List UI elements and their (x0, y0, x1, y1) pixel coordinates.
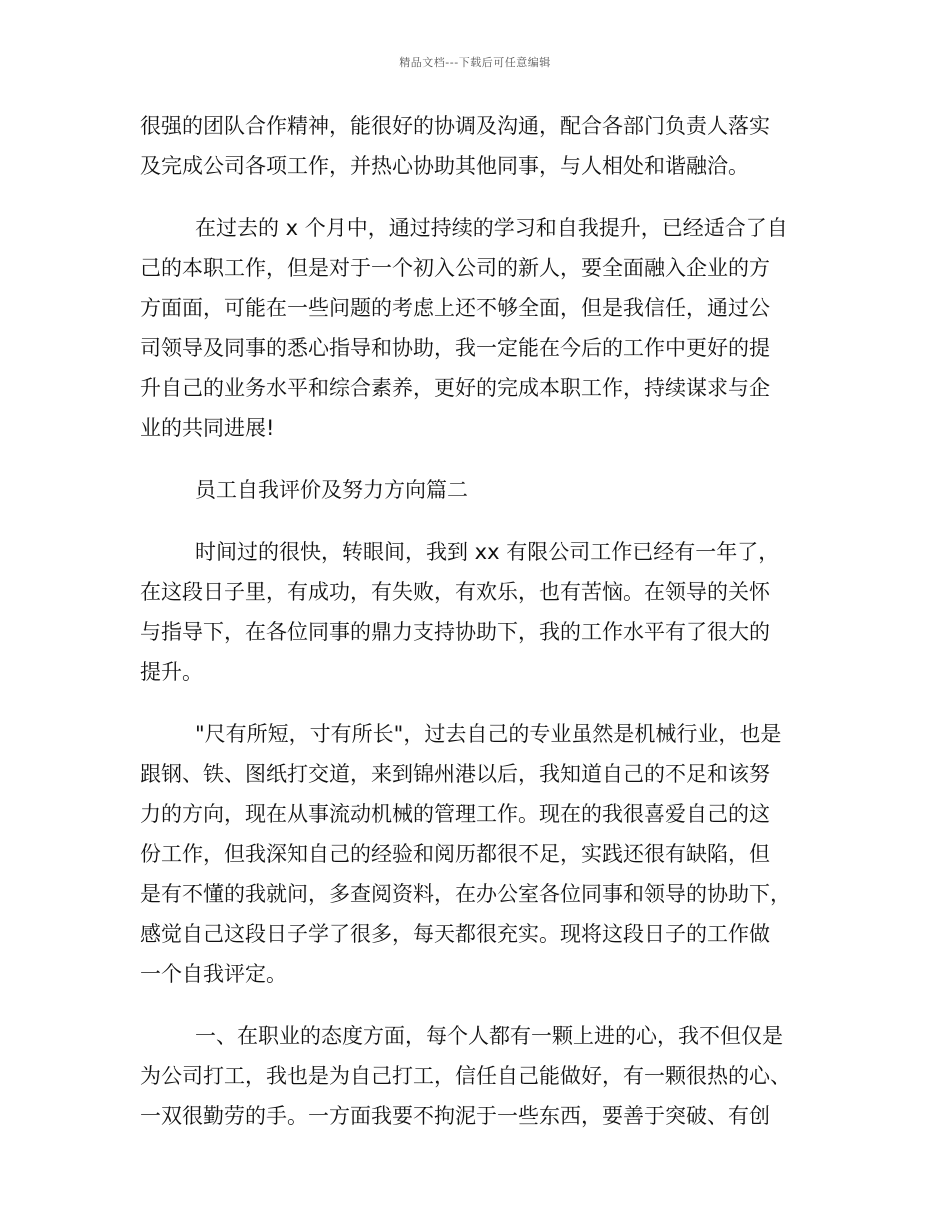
paragraph (140, 106, 810, 186)
paragraph (140, 532, 810, 692)
text-line: 一、在职业的态度方面，每个人都有一颗上进的心，我不但仅是 (195, 1024, 783, 1048)
document-body (140, 106, 810, 1158)
text-line: 提升。 (140, 660, 203, 684)
text-line: 业的共同进展! (140, 416, 275, 440)
text-line: 很强的团队合作精神，能很好的协调及沟通，配合各部门负责人落实 (140, 114, 770, 138)
text-line: 为公司打工，我也是为自己打工，信任自己能做好，有一颗很热的心、 (140, 1064, 791, 1088)
heading-text: 员工自我评价及努力方向篇二 (195, 478, 468, 502)
page-header: 精品文档---下载后可任意编辑 (399, 56, 551, 69)
text-line: 与指导下，在各位同事的鼎力支持协助下，我的工作水平有了很大的 (140, 620, 770, 644)
paragraph (140, 208, 810, 448)
text-line: 在这段日子里，有成功，有失败，有欢乐，也有苦恼。在领导的关怀 (140, 580, 770, 604)
text-line: "尺有所短，寸有所长"，过去自己的专业虽然是机械行业，也是 (195, 722, 782, 746)
text-line: 己的本职工作，但是对于一个初入公司的新人，要全面融入企业的方 (140, 256, 770, 280)
text-line: 一双很勤劳的手。一方面我要不拘泥于一些东西，要善于突破、有创 (140, 1104, 770, 1128)
text-line: 时间过的很快，转眼间，我到 xx 有限公司工作已经有一年了， (195, 540, 780, 564)
paragraph (140, 1016, 810, 1136)
section-heading (140, 470, 810, 510)
text-line: 力的方向，现在从事流动机械的管理工作。现在的我很喜爱自己的这 (140, 802, 770, 826)
paragraph (140, 714, 810, 994)
text-line: 是有不懂的我就问，多查阅资料，在办公室各位同事和领导的协助下， (140, 882, 791, 906)
text-line: 一个自我评定。 (140, 962, 287, 986)
text-line: 感觉自己这段日子学了很多，每天都很充实。现将这段日子的工作做 (140, 922, 770, 946)
text-line: 跟钢、铁、图纸打交道，来到锦州港以后，我知道自己的不足和该努 (140, 762, 770, 786)
text-line: 份工作，但我深知自己的经验和阅历都很不足，实践还很有缺陷，但 (140, 842, 770, 866)
text-line: 升自己的业务水平和综合素养，更好的完成本职工作，持续谋求与企 (140, 376, 770, 400)
text-line: 司领导及同事的悉心指导和协助，我一定能在今后的工作中更好的提 (140, 336, 770, 360)
text-line: 及完成公司各项工作，并热心协助其他同事，与人相处和谐融洽。 (140, 154, 749, 178)
text-line: 在过去的 x 个月中，通过持续的学习和自我提升，已经适合了自 (195, 216, 788, 240)
text-line: 方面面，可能在一些问题的考虑上还不够全面，但是我信任，通过公 (140, 296, 770, 320)
